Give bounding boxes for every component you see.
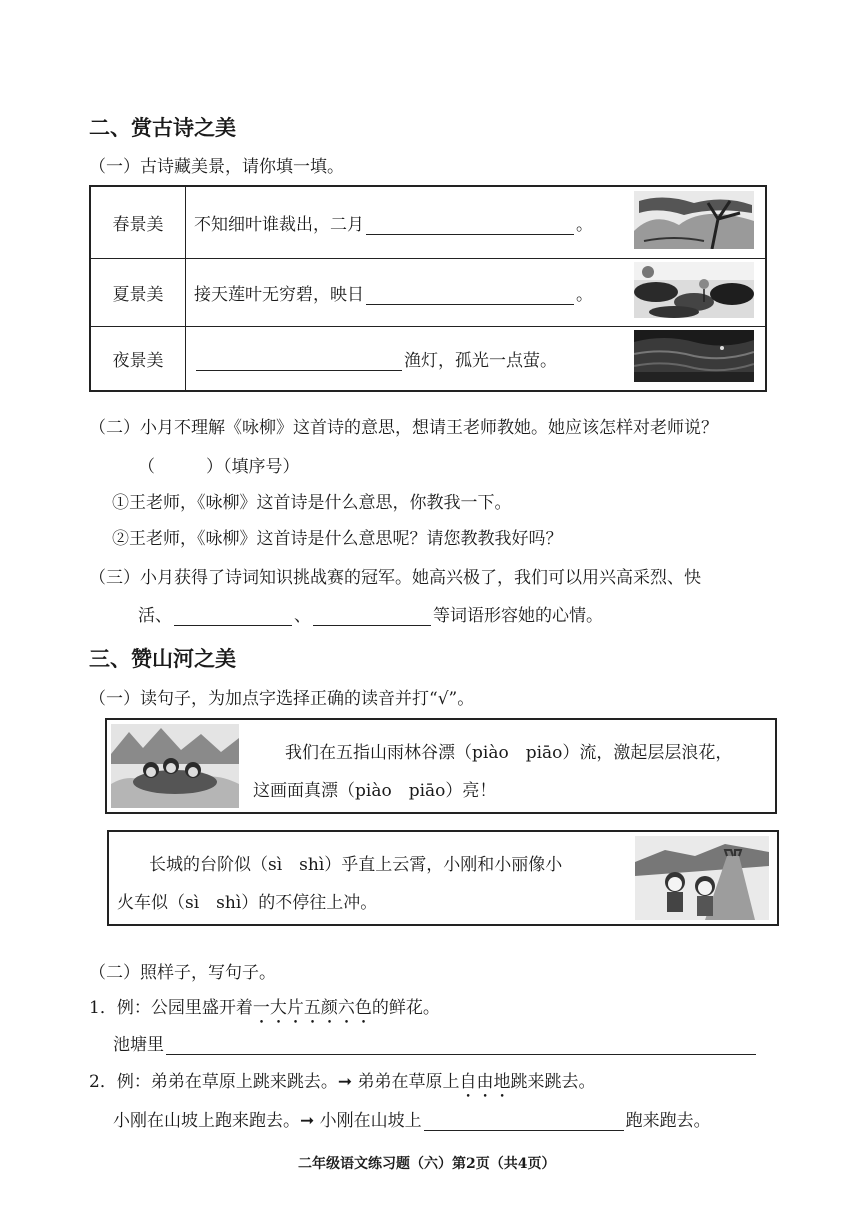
dotted-phrase: 自由地 (459, 1072, 511, 1092)
night-river-painting (634, 330, 754, 382)
sentence-box-2 (107, 830, 779, 926)
poem-line-text: 渔灯，孤光一点萤。 (404, 350, 557, 371)
poem-line-text: 接天莲叶无穷碧，映日 (194, 284, 364, 305)
spring-willow-painting (634, 191, 754, 249)
answer-blank[interactable] (196, 352, 402, 371)
great-wall-cartoon (635, 836, 769, 920)
poem-row-night (90, 326, 766, 391)
poem-row-spring: 春景美 不知细叶谁裁出，二月 。 (90, 186, 766, 258)
page-footer: 二年级语文练习题（六）第2页（共4页） (298, 1156, 556, 1172)
poem-table (89, 185, 767, 392)
answer-blank[interactable] (424, 1112, 624, 1131)
example-1: 1．例：公园里盛开着一大片五颜六色的鲜花。 (89, 998, 440, 1018)
section-2-title: 二、赏古诗之美 (89, 116, 236, 140)
answer-blank[interactable] (174, 607, 292, 626)
q3-line-2: 活、 、 等词语形容她的心情。 (138, 606, 603, 626)
section-3-title: 三、赞山河之美 (89, 647, 236, 671)
sentence-box-1 (105, 718, 777, 814)
answer-blank[interactable] (166, 1036, 756, 1055)
poem-row-label: 夜景美 (90, 326, 186, 391)
rewrite-question-title: （二）照样子，写句子。 (89, 963, 276, 983)
poem-line-text: 不知细叶谁裁出，二月 (194, 214, 364, 235)
rafting-cartoon (111, 724, 239, 808)
option-1: ①王老师，《咏柳》这首诗是什么意思，你教我一下。 (112, 493, 512, 513)
summer-lotus-painting (634, 262, 754, 318)
answer-blank[interactable] (313, 607, 431, 626)
sentence-1-line-1: 我们在五指山雨林谷漂（piào piāo）流，激起层层浪花， (285, 743, 733, 763)
example-1-answer: 池塘里 (113, 1030, 758, 1055)
poem-row-summer: 夏景美 接天莲叶无穷碧，映日 。 (90, 258, 766, 326)
answer-blank[interactable] (366, 216, 574, 235)
dotted-phrase: 一大片五颜六色 (252, 998, 372, 1018)
q3-line-1: （三）小月获得了诗词知识挑战赛的冠军。她高兴极了，我们可以用兴高采烈、快 (89, 568, 701, 588)
sentence-2-line-2: 火车似（sì shì）的不停往上冲。 (117, 893, 378, 913)
poem-question-title: （一）古诗藏美景，请你填一填。 (89, 157, 344, 177)
sentence-1-line-2: 这画面真漂（piào piāo）亮！ (253, 781, 497, 801)
pronunciation-question-title: （一）读句子，为加点字选择正确的读音并打“√”。 (89, 689, 475, 709)
example-2-answer: 小刚在山坡上跑来跑去。➞ 小刚在山坡上 跑来跑去。 (113, 1111, 711, 1131)
answer-blank[interactable] (366, 286, 574, 305)
poem-row-label: 夏景美 (90, 258, 186, 326)
example-2: 2．例：弟弟在草原上跳来跳去。➞ 弟弟在草原上自由地跳来跳去。 (89, 1072, 596, 1092)
answer-parentheses[interactable]: （ ）（填序号） (138, 457, 300, 477)
option-2: ②王老师，《咏柳》这首诗是什么意思呢？请您教教我好吗？ (112, 529, 563, 549)
poem-row-label: 春景美 (90, 186, 186, 258)
poem-meaning-question: （二）小月不理解《咏柳》这首诗的意思，想请王老师教她。她应该怎样对老师说？ (89, 418, 718, 438)
sentence-2-line-1: 长城的台阶似（sì shì）乎直上云霄，小刚和小丽像小 (149, 855, 563, 875)
